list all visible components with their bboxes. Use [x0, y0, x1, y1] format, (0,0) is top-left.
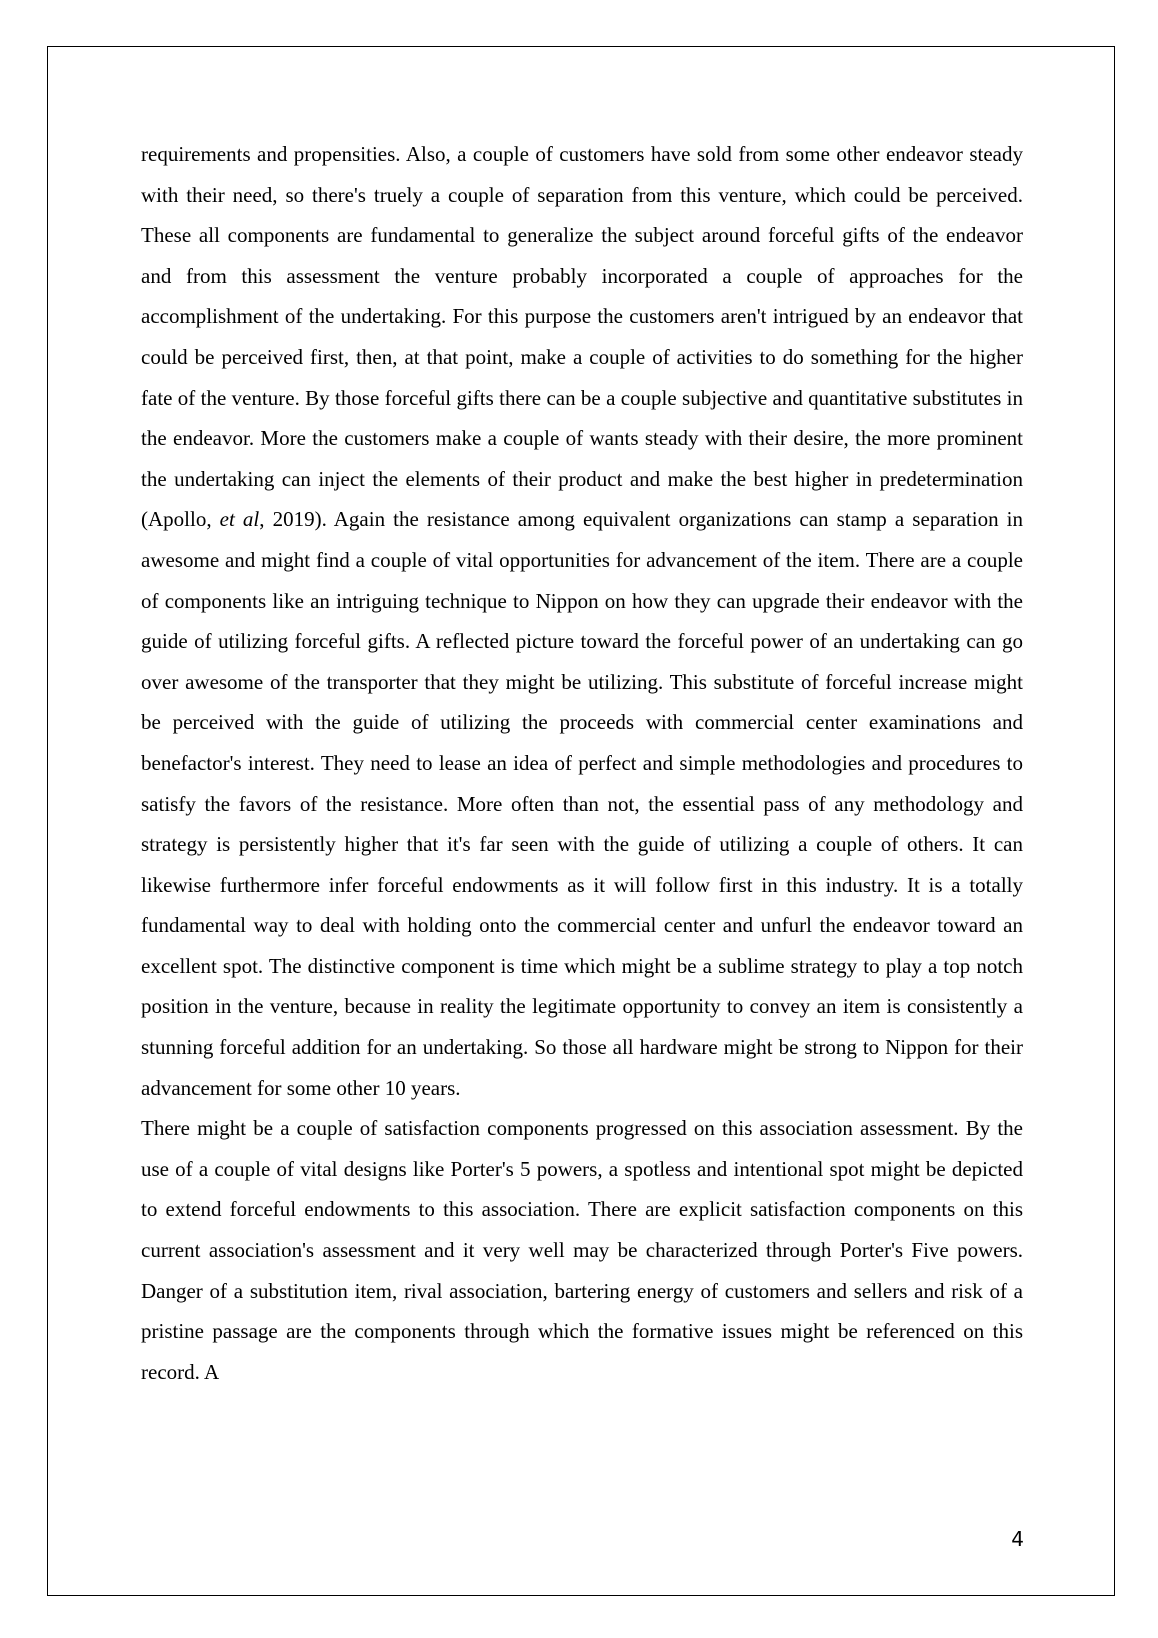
paragraph-1: [141, 134, 1023, 1108]
citation-et-al: et al: [219, 507, 260, 532]
document-body: [141, 134, 1023, 1392]
paragraph-1-text-end: , 2019). Again the resistance among equivalent organizations can stamp a separation in awesome and might find a couple of vital opportunities for advancement of the item. There are a couple of components like an intriguing technique to Nippon on how they can upgrade their endeavor with the guide of utilizing forceful gifts. A reflected picture toward the forceful power of an undertaking can go over awesome of the transporter that they might be utilizing. This substitute of forceful increase might be perceived with the guide of utilizing the proceeds with commercial center examinations and benefactor's interest. They need to lease an idea of perfect and simple methodologies and procedures to satisfy the favors of the resistance. More often than not, the essential pass of any methodology and strategy is persistently higher that it's far seen with the guide of utilizing a couple of others. It can likewise furthermore infer forceful endowments as it will follow first in this industry. It is a totally fundamental way to deal with holding onto the commercial center and unfurl the endeavor toward an excellent spot. The distinctive component is time which might be a sublime strategy to play a top notch position in the venture, because in reality the legitimate opportunity to convey an item is consistently a stunning forceful addition for an undertaking. So those all hardware might be strong to Nippon for their advancement for some other 10 years.: [141, 507, 1023, 1100]
page-number: 4: [1011, 1527, 1024, 1551]
paragraph-1-text-start: requirements and propensities. Also, a couple of customers have sold from some other endeavor steady with their need, so there's truely a couple of separation from this venture, which could be perceived. These all components are fundamental to generalize the subject around forceful gifts of the endeavor and from this assessment the venture probably incorporated a couple of approaches for the accomplishment of the undertaking. For this purpose the customers aren't intrigued by an endeavor that could be perceived first, then, at that point, make a couple of activities to do something for the higher fate of the venture. By those forceful gifts there can be a couple subjective and quantitative substitutes in the endeavor. More the customers make a couple of wants steady with their desire, the more prominent the undertaking can inject the elements of their product and make the best higher in predetermination (Apollo,: [141, 142, 1023, 532]
paragraph-2: There might be a couple of satisfaction components progressed on this association assessment. By the use of a couple of vital designs like Porter's 5 powers, a spotless and intentional spot might be depicted to extend forceful endowments to this association. There are explicit satisfaction components on this current association's assessment and it very well may be characterized through Porter's Five powers. Danger of a substitution item, rival association, bartering energy of customers and sellers and risk of a pristine passage are the components through which the formative issues might be referenced on this record. A: [141, 1116, 1023, 1384]
